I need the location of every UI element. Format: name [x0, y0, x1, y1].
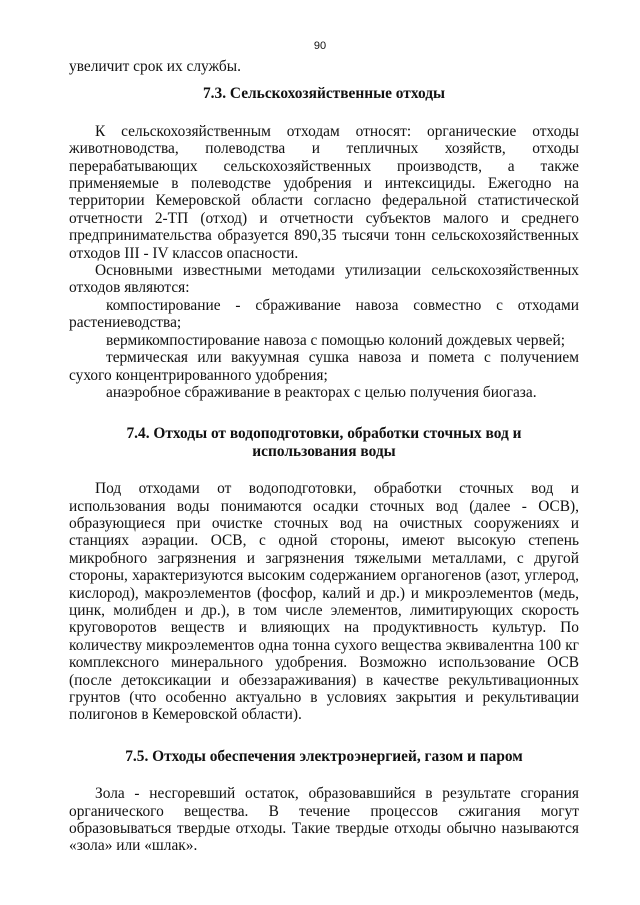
section-7-3-heading: 7.3. Сельскохозяйственные отходы — [202, 85, 445, 103]
section-7-5-heading: 7.5. Отходы обеспечения электроэнергией, газом и паром — [125, 747, 523, 765]
method-item: компостирование - сбраживание навоза совместно с отходами растениеводства; — [69, 296, 579, 332]
section-7-4-heading-line-2: использования воды — [252, 442, 396, 460]
page-number: 90 — [313, 40, 327, 52]
section-7-4-paragraph-1: Под отходами от водоподготовки, обработки сточных вод и использования воды понимаются осадки сточных вод (далее - ОСВ), образующиеся при очистке сточных вод на очистных сооружениях и станциях аэрации. ОСВ, с одной стороны, имеют высокую степень микробного загрязнения и загрязнения тяжелыми металлами, с другой стороны, характеризуются высоким содержанием органогенов (азот, углерод, кислород), макроэлементов (фосфор, калий и др.) и микроэлементов (медь, цинк, молибден и др.), в том числе элементов, лимитирующих скорость круговоротов веществ и влияющих на продуктивность культур. По количеству микроэлементов одна тонна сухого вещества эквивалентна 100 кг комплексного минерального удобрения. Возможно использование ОСВ (после детоксикации и обеззараживания) в качестве рекультивационных грунтов (что особенно актуально в условиях закрытия и рекультивации полигонов в Кемеровской области). — [69, 480, 579, 724]
method-item: термическая или вакуумная сушка навоза и помета с получением сухого концентрированного удобрения; — [69, 349, 579, 384]
method-item: вермикомпостирование навоза с помощью колоний дождевых червей; — [106, 331, 565, 349]
page-body — [69, 58, 579, 855]
section-7-5-paragraph-1: Зола - несгоревший остаток, образовавшийся в результате сгорания органического вещества. В течение процессов сжигания могут образовываться твердые отходы. Такие твердые отходы обычно называются «зола» или «шлак». — [69, 785, 579, 855]
method-item: анаэробное сбраживание в реакторах с целью получения биогаза. — [106, 383, 537, 401]
intro-line: увеличит срок их службы. — [69, 58, 241, 75]
section-7-3-paragraph-2: Основными известными методами утилизации сельскохозяйственных отходов являются: — [69, 262, 579, 297]
section-7-4-heading-line-1: 7.4. Отходы от водоподготовки, обработки сточных вод и — [126, 425, 522, 443]
section-7-3-paragraph-1: К сельскохозяйственным отходам относят: органические отходы животноводства, полеводства и тепличных хозяйств, отходы перерабатывающих сельскохозяйственных производств, а также применяемые в полеводстве удобрения и интексициды. Ежегодно на территории Кемеровской области согласно федеральной статистической отчетности 2-ТП (отход) и отчетности субъектов малого и среднего предпринимательства образуется 890,35 тысячи тонн сельскохозяйственных отходов III - IV классов опасности. — [69, 122, 579, 262]
